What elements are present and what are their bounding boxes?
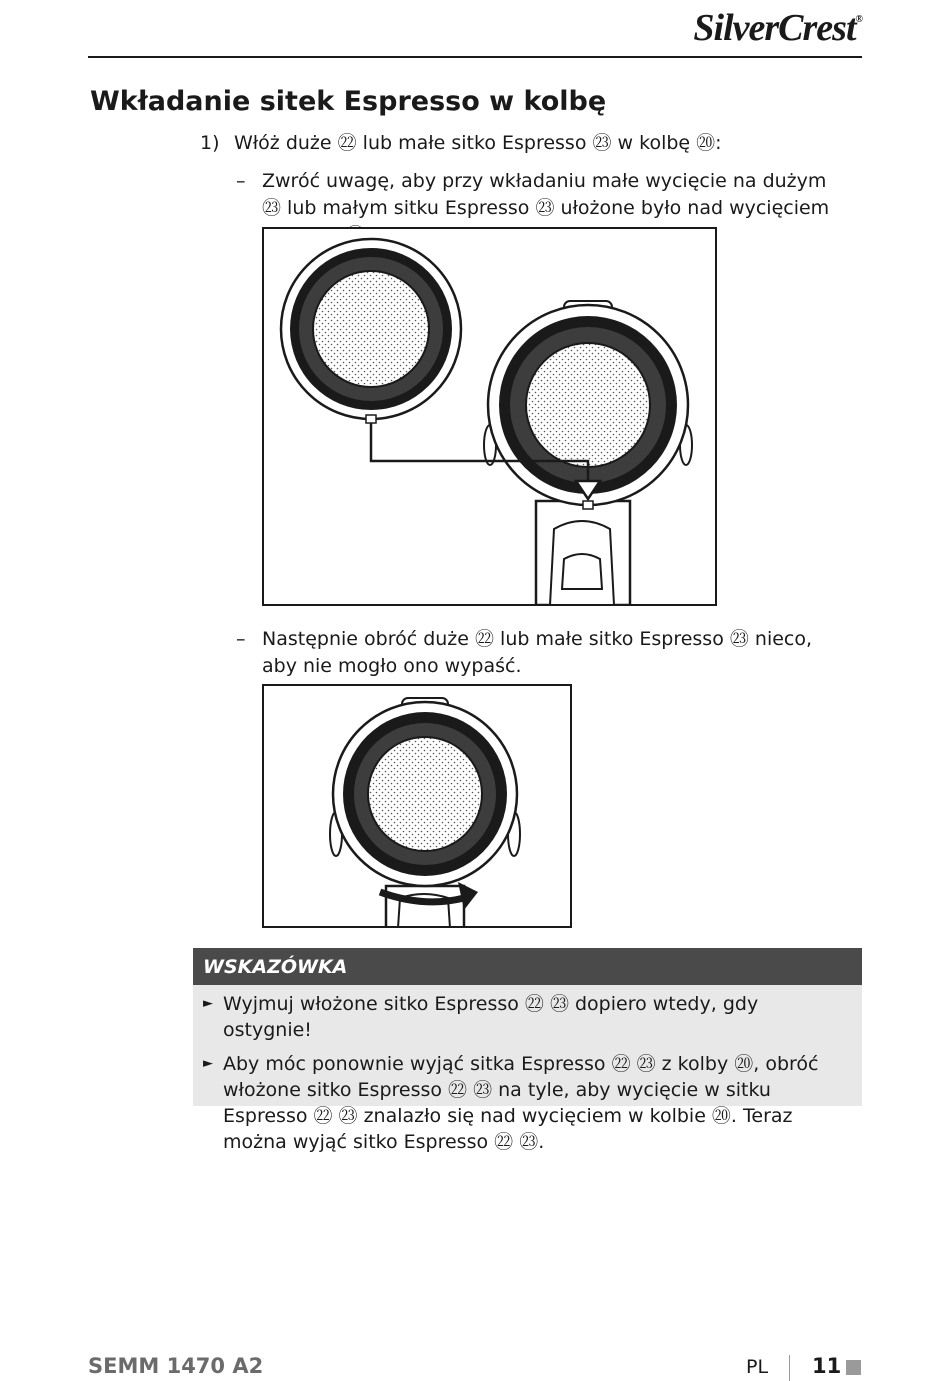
- step-number: 1): [200, 132, 220, 154]
- page-number: 11: [812, 1354, 842, 1378]
- section-title: Wkładanie sitek Espresso w kolbę: [90, 86, 607, 117]
- sub-step-text: Następnie obróć duże ㉒ lub małe sitko Espresso ㉓ nieco, aby nie mogło ono wypaść.: [262, 628, 813, 677]
- footer-language: PL: [746, 1356, 769, 1378]
- illustration-filter-alignment: [264, 229, 715, 604]
- note-item: [193, 1051, 862, 1155]
- sub-step-text: Zwróć uwagę, aby przy wkładaniu małe wycięcie na dużym ㉓ lub małym sitku Espresso ㉓ ułożone było nad wycięciem: [262, 170, 830, 219]
- header-rule: [88, 56, 862, 58]
- note-box: [193, 948, 862, 1153]
- footer-model: SEMM 1470 A2: [88, 1354, 264, 1378]
- illustration-filter-rotation: [264, 686, 570, 926]
- page-marker-square: [846, 1360, 861, 1375]
- dash-marker: –: [236, 628, 246, 650]
- note-heading: WSKAZÓWKA: [193, 948, 862, 985]
- bullet-arrow-icon: ►: [203, 996, 213, 1011]
- step-1: [200, 128, 722, 155]
- note-item: [193, 991, 862, 1043]
- brand-logo: SilverCrest®: [693, 7, 862, 49]
- note-item-text: Wyjmuj włożone sitko Espresso ㉒ ㉓ dopiero wtedy, gdy ostygnie!: [223, 993, 759, 1041]
- figure-insert-filter: [262, 227, 717, 606]
- note-item-text: Aby móc ponownie wyjąć sitka Espresso ㉒ ㉓ z kolby ⑳, obróć włożone sitko Espresso ㉒ ㉓ na tyle, aby wycięcie w sitku Espresso ㉒ ㉓ znalazło się nad wycięciem w kolbie ⑳. Teraz można wyjąć sitko Espresso ㉒ ㉓.: [223, 1053, 819, 1153]
- step-text: Włóż duże ㉒ lub małe sitko Espresso ㉓ w kolbę ⑳:: [234, 132, 722, 154]
- footer-divider: [789, 1355, 790, 1381]
- dash-marker: –: [236, 170, 246, 192]
- bullet-arrow-icon: ►: [203, 1056, 213, 1071]
- sub-step-2: [236, 626, 836, 680]
- figure-rotate-filter: [262, 684, 572, 928]
